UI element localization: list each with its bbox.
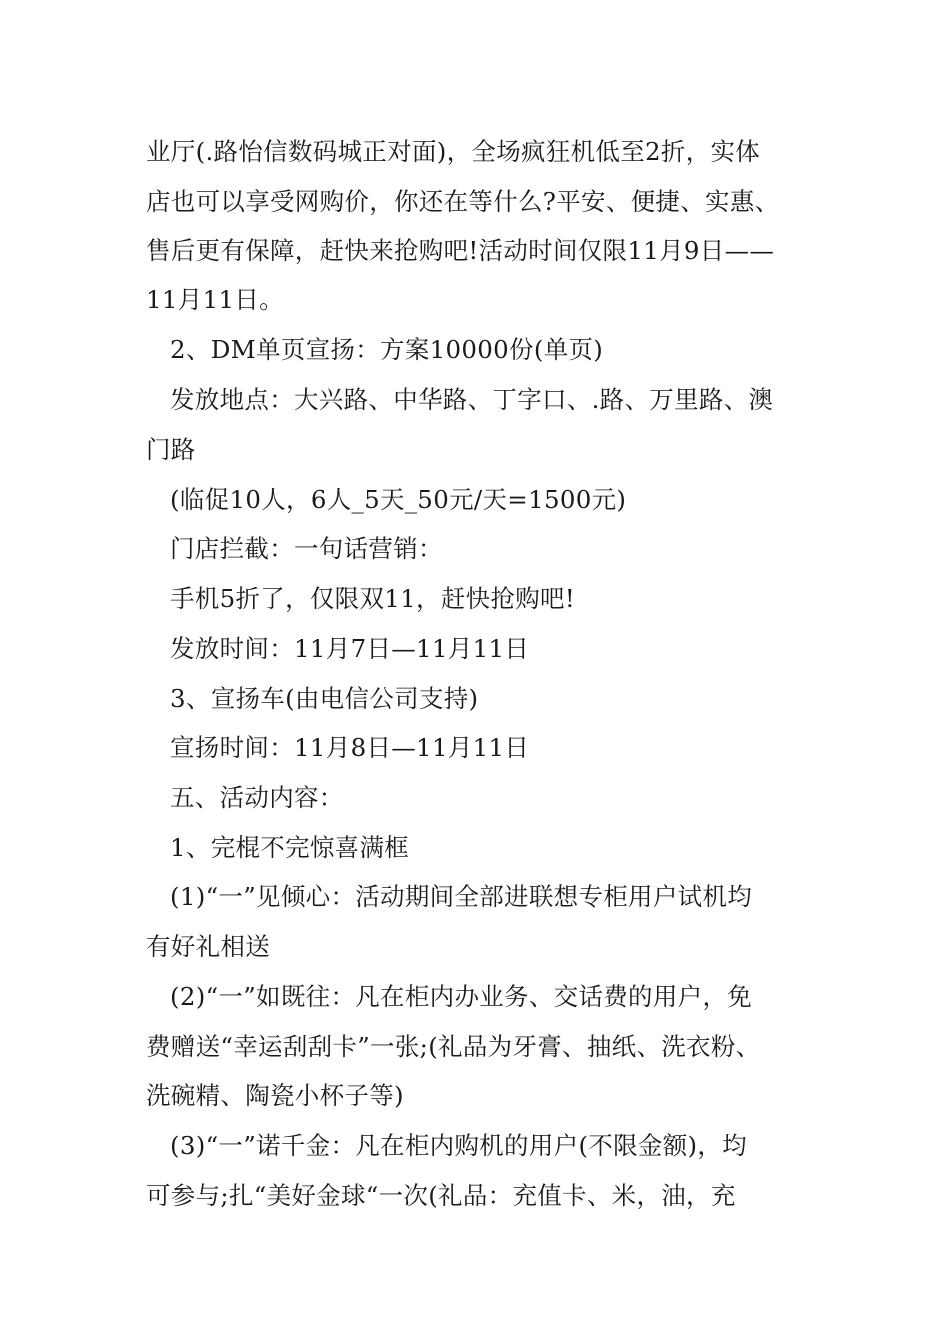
body-text-line: 费赠送“幸运刮刮卡”一张;(礼品为牙膏、抽纸、洗衣粉、 [146, 1032, 761, 1061]
body-text-line: 门店拦截：一句话营销： [170, 534, 443, 563]
body-text-line: 1、完棍不完惊喜满框 [170, 833, 410, 862]
body-text-line: 手机5折了，仅限双11，赶快抢购吧! [170, 584, 576, 613]
body-text-line: (临促10人，6人_5天_50元/天=1500元) [170, 485, 627, 514]
body-text-line: 店也可以享受网购价，你还在等什么?平安、便捷、实惠、 [146, 187, 780, 216]
body-text-line: 3、宣扬车(由电信公司支持) [170, 684, 479, 713]
body-text-line: (1)“一”见倾心：活动期间全部进联想专柜用户试机均 [170, 882, 753, 911]
body-text-line: 发放地点：大兴路、中华路、丁字口、.路、万里路、澳 [170, 385, 774, 414]
body-text-line: 发放时间：11月7日—11月11日 [170, 634, 530, 663]
body-text-line: 可参与;扎“美好金球“一次(礼品：充值卡、米，油，充 [146, 1181, 736, 1210]
body-text-line: 门路 [146, 435, 196, 464]
body-text-line: 有好礼相送 [146, 932, 270, 961]
body-text-line: 洗碗精、陶瓷小杯子等) [146, 1081, 404, 1110]
body-text-line: 业厅(.路怡信数码城正对面)，全场疯狂机低至2折，实体 [146, 137, 761, 166]
body-text-line: 宣扬时间：11月8日—11月11日 [170, 733, 530, 762]
body-text-line: (3)“一”诺千金：凡在柜内购机的用户(不限金额)，均 [170, 1131, 747, 1160]
body-text-line: 11月11日。 [146, 285, 284, 314]
body-text-line: 2、DM单页宣扬：方案10000份(单页) [170, 335, 604, 364]
body-text-line: 售后更有保障，赶快来抢购吧!活动时间仅限11月9日—— [146, 236, 775, 265]
body-text-line: (2)“一”如既往：凡在柜内办业务、交话费的用户，免 [170, 982, 753, 1011]
body-text-line: 五、活动内容： [170, 783, 344, 812]
